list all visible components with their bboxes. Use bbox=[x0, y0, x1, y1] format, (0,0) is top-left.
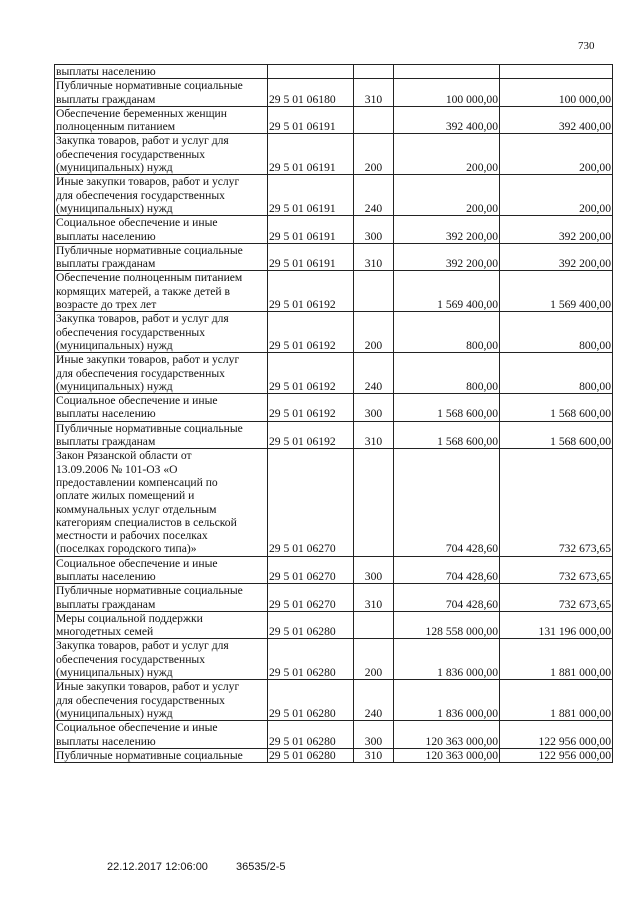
row-name-cell: Социальное обеспечение и иные выплаты населению bbox=[55, 394, 268, 422]
footer-datetime: 22.12.2017 12:06:00 bbox=[107, 861, 208, 873]
table-row bbox=[55, 421, 613, 449]
row-sum-2019-cell: 800,00 bbox=[500, 312, 613, 353]
table-row bbox=[55, 449, 613, 556]
table-row bbox=[55, 584, 613, 612]
row-name-cell: Публичные нормативные социальные выплаты гражданам bbox=[55, 79, 268, 107]
row-sum-2019-cell: 1 881 000,00 bbox=[500, 680, 613, 721]
row-code-cell: 29 5 01 06180 bbox=[268, 79, 354, 107]
row-sum-2019-cell bbox=[500, 65, 613, 79]
row-sum-2019-cell: 392 400,00 bbox=[500, 106, 613, 134]
row-type-cell: 310 bbox=[354, 584, 394, 612]
row-sum-2018-cell: 800,00 bbox=[394, 312, 500, 353]
row-sum-2018-cell: 704 428,60 bbox=[394, 449, 500, 556]
table-row bbox=[55, 556, 613, 584]
row-code-cell: 29 5 01 06280 bbox=[268, 748, 354, 762]
row-sum-2018-cell bbox=[394, 65, 500, 79]
table-row bbox=[55, 639, 613, 680]
budget-table bbox=[54, 64, 613, 763]
row-code-cell: 29 5 01 06192 bbox=[268, 312, 354, 353]
row-sum-2019-cell: 392 200,00 bbox=[500, 243, 613, 271]
table-row bbox=[55, 134, 613, 175]
row-sum-2018-cell: 1 568 600,00 bbox=[394, 394, 500, 422]
row-type-cell: 300 bbox=[354, 721, 394, 749]
row-name-cell: Публичные нормативные социальные bbox=[55, 748, 268, 762]
table-body bbox=[55, 65, 613, 763]
row-name-cell: Иные закупки товаров, работ и услуг для обеспечения государственных (муниципальных) нужд bbox=[55, 680, 268, 721]
row-name-cell: Обеспечение полноценным питанием кормящих матерей, а также детей в возрасте до трех лет bbox=[55, 271, 268, 312]
row-sum-2019-cell: 131 196 000,00 bbox=[500, 611, 613, 639]
row-sum-2018-cell: 200,00 bbox=[394, 175, 500, 216]
row-sum-2019-cell: 200,00 bbox=[500, 175, 613, 216]
row-sum-2019-cell: 732 673,65 bbox=[500, 449, 613, 556]
table-row bbox=[55, 353, 613, 394]
row-sum-2019-cell: 732 673,65 bbox=[500, 584, 613, 612]
row-sum-2019-cell: 122 956 000,00 bbox=[500, 748, 613, 762]
row-name-cell: Иные закупки товаров, работ и услуг для обеспечения государственных (муниципальных) нужд bbox=[55, 175, 268, 216]
table-row bbox=[55, 721, 613, 749]
page-number: 730 bbox=[578, 40, 595, 52]
row-name-cell: Обеспечение беременных женщин полноценным питанием bbox=[55, 106, 268, 134]
row-type-cell bbox=[354, 611, 394, 639]
row-sum-2018-cell: 392 400,00 bbox=[394, 106, 500, 134]
row-name-cell: Закупка товаров, работ и услуг для обеспечения государственных (муниципальных) нужд bbox=[55, 134, 268, 175]
row-name-cell: Иные закупки товаров, работ и услуг для обеспечения государственных (муниципальных) нужд bbox=[55, 353, 268, 394]
row-sum-2018-cell: 1 836 000,00 bbox=[394, 639, 500, 680]
table-row bbox=[55, 680, 613, 721]
row-code-cell: 29 5 01 06191 bbox=[268, 216, 354, 244]
row-name-cell: Публичные нормативные социальные выплаты гражданам bbox=[55, 584, 268, 612]
row-sum-2019-cell: 732 673,65 bbox=[500, 556, 613, 584]
row-type-cell: 200 bbox=[354, 639, 394, 680]
row-type-cell: 200 bbox=[354, 312, 394, 353]
row-name-cell: Закупка товаров, работ и услуг для обеспечения государственных (муниципальных) нужд bbox=[55, 312, 268, 353]
row-code-cell: 29 5 01 06192 bbox=[268, 353, 354, 394]
row-code-cell: 29 5 01 06280 bbox=[268, 611, 354, 639]
row-sum-2018-cell: 1 569 400,00 bbox=[394, 271, 500, 312]
row-code-cell: 29 5 01 06191 bbox=[268, 134, 354, 175]
row-name-cell: Публичные нормативные социальные выплаты гражданам bbox=[55, 421, 268, 449]
row-type-cell: 310 bbox=[354, 79, 394, 107]
row-code-cell: 29 5 01 06192 bbox=[268, 421, 354, 449]
row-name-cell: Закупка товаров, работ и услуг для обеспечения государственных (муниципальных) нужд bbox=[55, 639, 268, 680]
table-row bbox=[55, 748, 613, 762]
row-sum-2019-cell: 1 881 000,00 bbox=[500, 639, 613, 680]
row-name-cell: Социальное обеспечение и иные выплаты населению bbox=[55, 216, 268, 244]
table-row bbox=[55, 65, 613, 79]
row-name-cell: Меры социальной поддержки многодетных семей bbox=[55, 611, 268, 639]
row-type-cell bbox=[354, 449, 394, 556]
row-sum-2019-cell: 1 568 600,00 bbox=[500, 421, 613, 449]
row-sum-2019-cell: 200,00 bbox=[500, 134, 613, 175]
table-row bbox=[55, 611, 613, 639]
row-type-cell: 240 bbox=[354, 175, 394, 216]
table-row bbox=[55, 312, 613, 353]
row-code-cell: 29 5 01 06270 bbox=[268, 556, 354, 584]
row-code-cell bbox=[268, 65, 354, 79]
row-type-cell: 300 bbox=[354, 216, 394, 244]
row-sum-2019-cell: 100 000,00 bbox=[500, 79, 613, 107]
table-row bbox=[55, 106, 613, 134]
row-sum-2018-cell: 704 428,60 bbox=[394, 556, 500, 584]
row-sum-2018-cell: 1 568 600,00 bbox=[394, 421, 500, 449]
row-sum-2019-cell: 392 200,00 bbox=[500, 216, 613, 244]
row-type-cell: 200 bbox=[354, 134, 394, 175]
table-row bbox=[55, 79, 613, 107]
row-code-cell: 29 5 01 06280 bbox=[268, 639, 354, 680]
row-type-cell: 300 bbox=[354, 556, 394, 584]
row-code-cell: 29 5 01 06270 bbox=[268, 584, 354, 612]
table-row bbox=[55, 394, 613, 422]
row-sum-2018-cell: 100 000,00 bbox=[394, 79, 500, 107]
row-sum-2018-cell: 1 836 000,00 bbox=[394, 680, 500, 721]
row-type-cell bbox=[354, 65, 394, 79]
row-code-cell: 29 5 01 06191 bbox=[268, 243, 354, 271]
table-row bbox=[55, 175, 613, 216]
row-sum-2019-cell: 1 569 400,00 bbox=[500, 271, 613, 312]
row-code-cell: 29 5 01 06280 bbox=[268, 721, 354, 749]
table-row bbox=[55, 271, 613, 312]
row-name-cell: выплаты населению bbox=[55, 65, 268, 79]
row-type-cell: 240 bbox=[354, 680, 394, 721]
row-name-cell: Социальное обеспечение и иные выплаты населению bbox=[55, 556, 268, 584]
row-type-cell: 310 bbox=[354, 748, 394, 762]
row-type-cell bbox=[354, 106, 394, 134]
footer-doc-number: 36535/2-5 bbox=[236, 861, 286, 873]
row-name-cell: Публичные нормативные социальные выплаты гражданам bbox=[55, 243, 268, 271]
row-type-cell: 240 bbox=[354, 353, 394, 394]
table-row bbox=[55, 216, 613, 244]
table-row bbox=[55, 243, 613, 271]
row-type-cell: 300 bbox=[354, 394, 394, 422]
row-sum-2018-cell: 120 363 000,00 bbox=[394, 748, 500, 762]
row-code-cell: 29 5 01 06270 bbox=[268, 449, 354, 556]
row-sum-2018-cell: 800,00 bbox=[394, 353, 500, 394]
row-sum-2018-cell: 120 363 000,00 bbox=[394, 721, 500, 749]
row-code-cell: 29 5 01 06191 bbox=[268, 106, 354, 134]
row-sum-2019-cell: 122 956 000,00 bbox=[500, 721, 613, 749]
row-sum-2019-cell: 800,00 bbox=[500, 353, 613, 394]
row-type-cell: 310 bbox=[354, 421, 394, 449]
row-sum-2019-cell: 1 568 600,00 bbox=[500, 394, 613, 422]
row-type-cell bbox=[354, 271, 394, 312]
row-code-cell: 29 5 01 06192 bbox=[268, 394, 354, 422]
row-sum-2018-cell: 392 200,00 bbox=[394, 216, 500, 244]
row-name-cell: Социальное обеспечение и иные выплаты населению bbox=[55, 721, 268, 749]
row-code-cell: 29 5 01 06280 bbox=[268, 680, 354, 721]
row-sum-2018-cell: 392 200,00 bbox=[394, 243, 500, 271]
row-sum-2018-cell: 200,00 bbox=[394, 134, 500, 175]
row-sum-2018-cell: 128 558 000,00 bbox=[394, 611, 500, 639]
row-name-cell: Закон Рязанской области от 13.09.2006 № 101-ОЗ «О предоставлении компенсаций по оплате жилых помещений и коммунальных услуг отдельным категориям специалистов в сельской местности и рабочих поселках (поселках городского типа)» bbox=[55, 449, 268, 556]
row-code-cell: 29 5 01 06192 bbox=[268, 271, 354, 312]
row-code-cell: 29 5 01 06191 bbox=[268, 175, 354, 216]
row-sum-2018-cell: 704 428,60 bbox=[394, 584, 500, 612]
row-type-cell: 310 bbox=[354, 243, 394, 271]
